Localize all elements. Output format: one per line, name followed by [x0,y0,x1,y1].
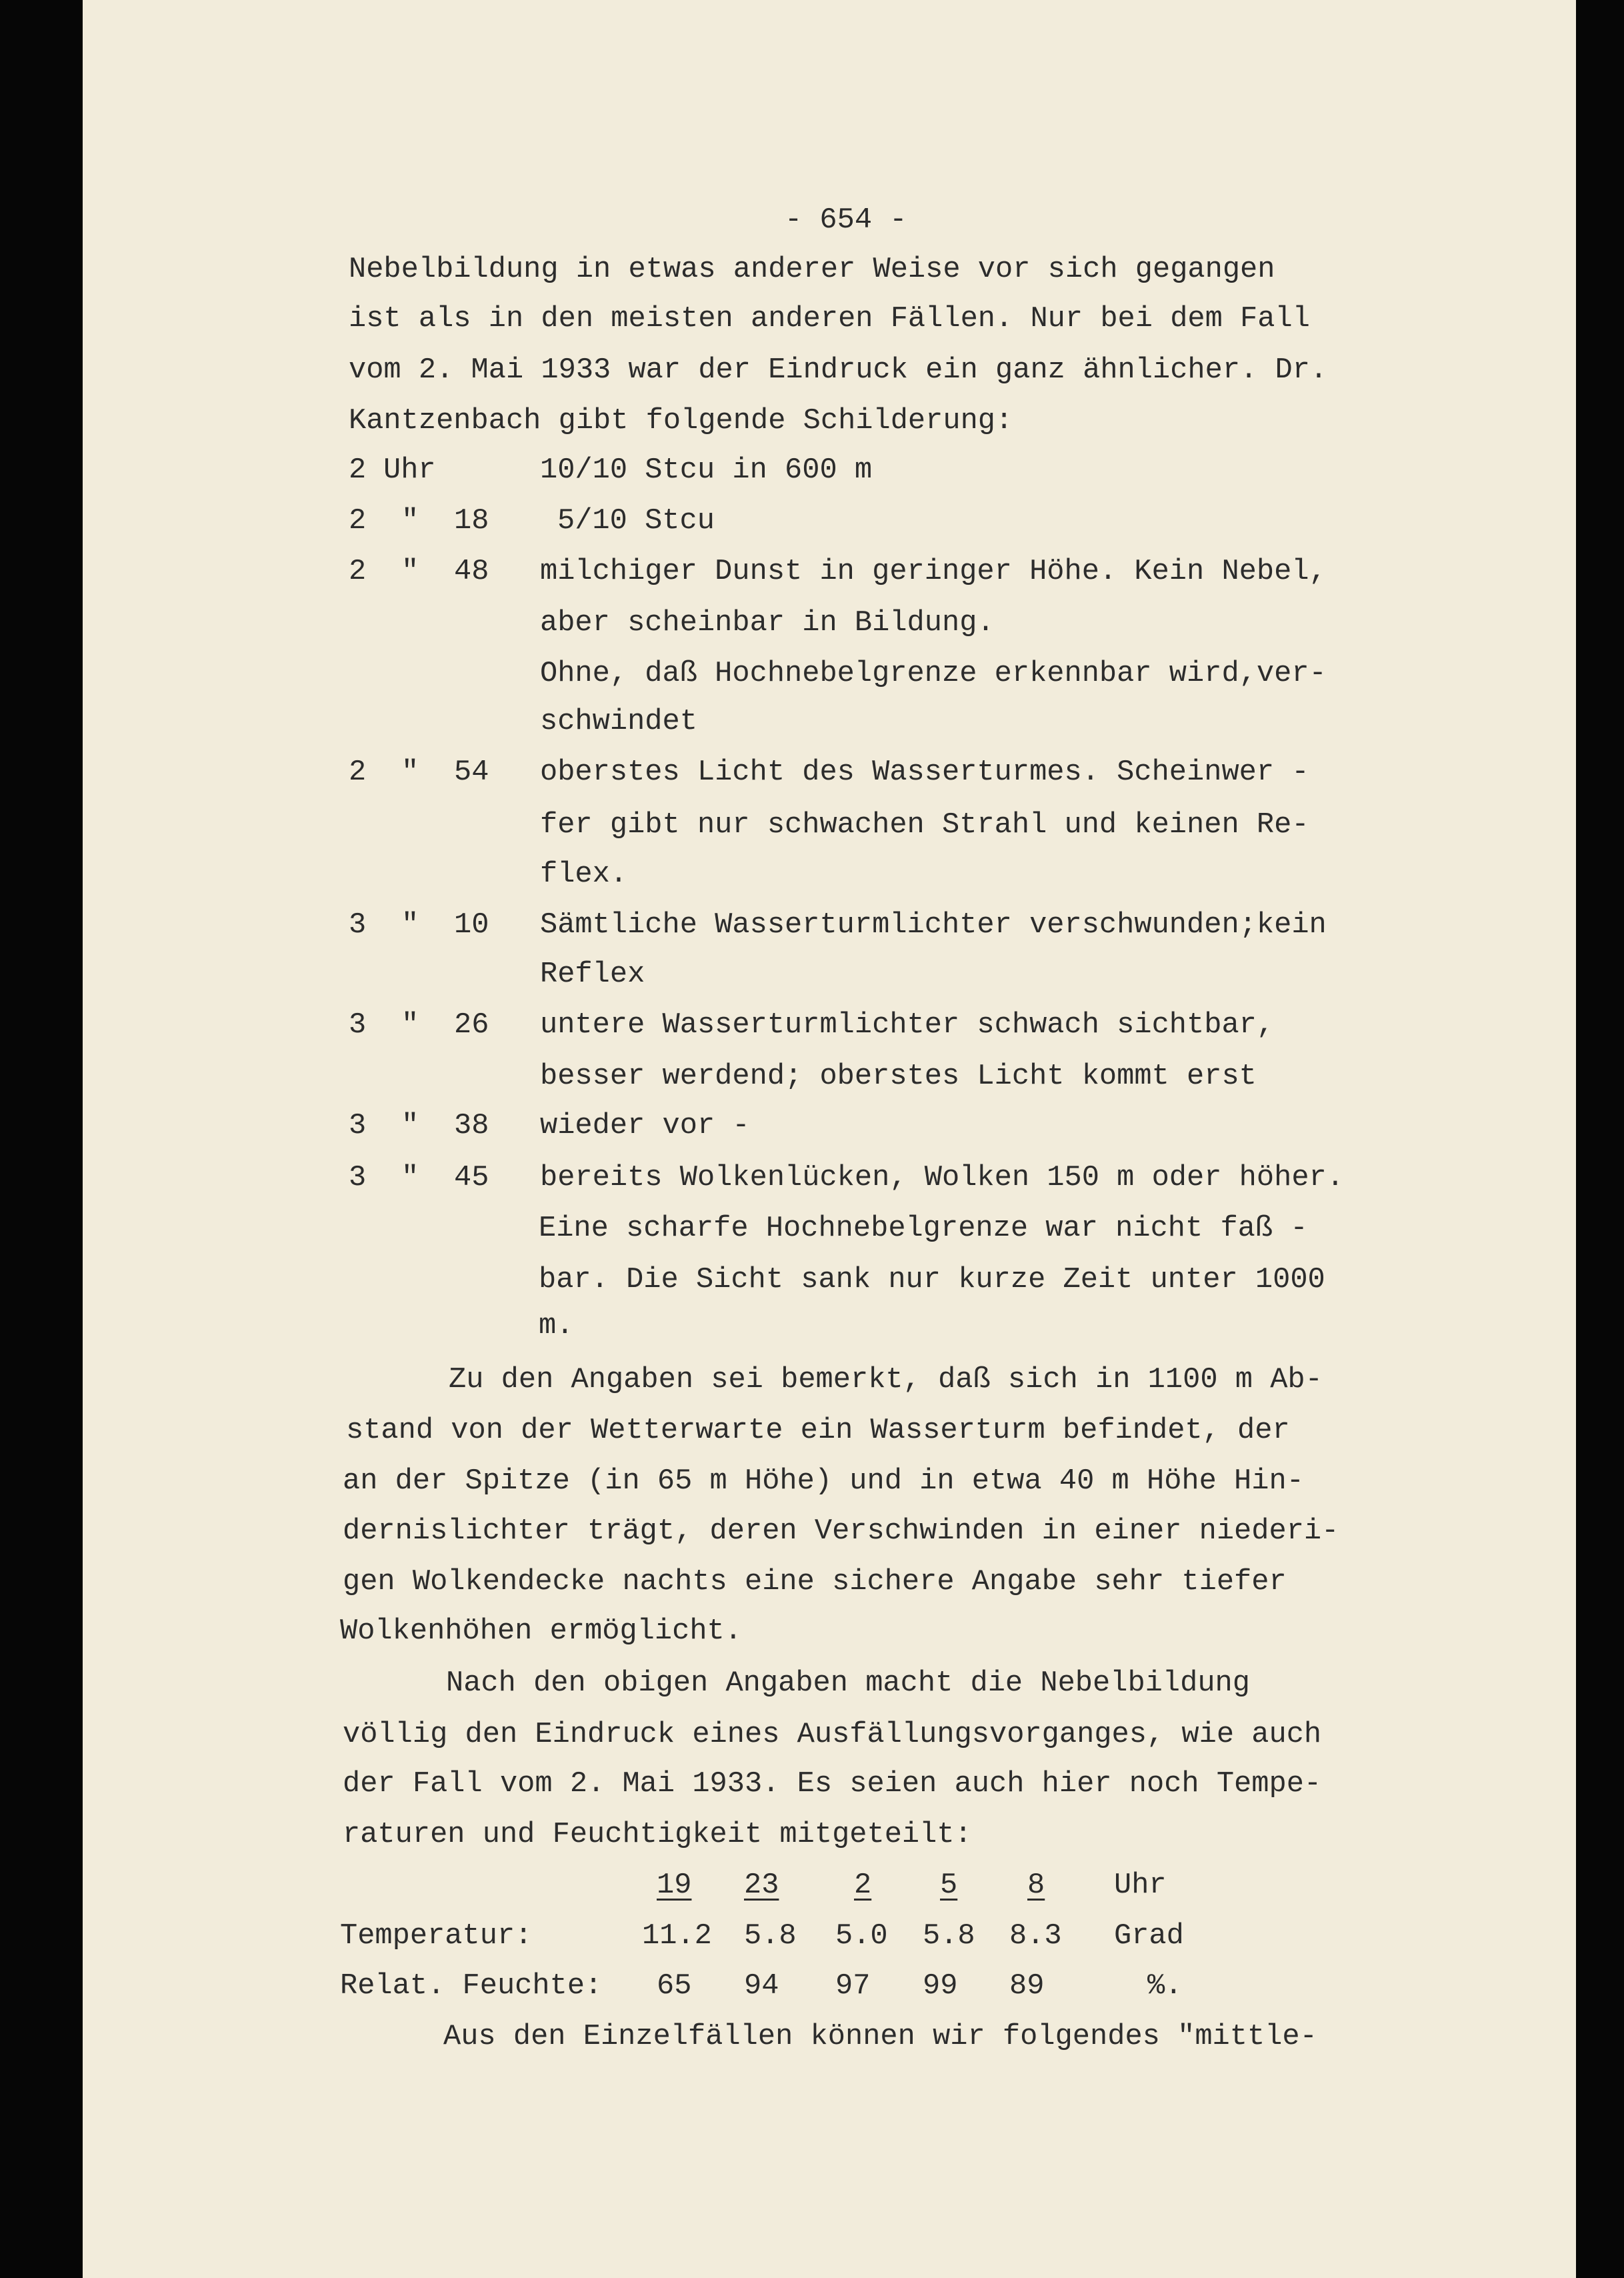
temperature-value: 5.0 [835,1920,888,1953]
ditto-mark: " [401,756,419,789]
hour-unit: Uhr [1114,1869,1167,1902]
observation-hour: 3 [349,1162,367,1194]
hour-header: 5 [940,1869,958,1902]
temperature-value: 11.2 [642,1920,712,1953]
humidity-value: 99 [923,1970,958,2003]
paragraph-line: stand von der Wetterwarte ein Wasserturm befindet, der [346,1414,1290,1447]
paragraph-line: dernislichter trägt, deren Verschwinden in einer niederi- [343,1515,1339,1548]
humidity-value: 97 [835,1970,871,2003]
intro-line: vom 2. Mai 1933 war der Eindruck ein ganz ähnlicher. Dr. [349,354,1328,387]
humidity-value: 65 [657,1970,692,2003]
paragraph-line: der Fall vom 2. Mai 1933. Es seien auch hier noch Tempe- [343,1768,1322,1801]
observation-minute: 54 [454,756,489,789]
observation-text: 10/10 Stcu in 600 m [540,454,873,487]
temperature-value: 8.3 [1009,1920,1062,1953]
paragraph-line: Zu den Angaben sei bemerkt, daß sich in 1100 m Ab- [449,1364,1323,1396]
paragraph-line: an der Spitze (in 65 m Höhe) und in etwa 40 m Höhe Hin- [343,1465,1304,1498]
temperature-label: Temperatur: [340,1920,533,1953]
observation-text: bar. Die Sicht sank nur kurze Zeit unter 1000 [539,1264,1325,1296]
observation-text: milchiger Dunst in geringer Höhe. Kein Nebel, [540,555,1327,588]
observation-hour: 2 [349,555,367,588]
intro-line: Nebelbildung in etwas anderer Weise vor sich gegangen [349,253,1275,286]
typewritten-page [83,0,1576,2278]
observation-minute: 26 [454,1009,489,1042]
observation-text: fer gibt nur schwachen Strahl und keinen Re- [540,809,1309,842]
observation-unit: Uhr [383,454,436,487]
intro-line: ist als in den meisten anderen Fällen. Nur bei dem Fall [349,303,1310,335]
ditto-mark: " [401,505,419,537]
hour-header: 2 [854,1869,872,1902]
observation-text: oberstes Licht des Wasserturmes. Scheinwer - [540,756,1309,789]
observation-text: Sämtliche Wasserturmlichter verschwunden;kein [540,909,1327,942]
hour-header: 23 [744,1869,779,1902]
temperature-unit: Grad [1114,1920,1184,1953]
paragraph-line: raturen und Feuchtigkeit mitgeteilt: [343,1819,972,1851]
ditto-mark: " [401,1009,419,1042]
paragraph-line: Nach den obigen Angaben macht die Nebelbildung [446,1667,1250,1700]
observation-minute: 10 [454,909,489,942]
observation-minute: 48 [454,555,489,588]
observation-hour: 2 [349,756,367,789]
ditto-mark: " [401,555,419,588]
paragraph-line: völlig den Eindruck eines Ausfällungsvorganges, wie auch [343,1719,1322,1751]
page-number: - 654 - [785,204,907,237]
closing-line: Aus den Einzelfällen können wir folgendes "mittle- [443,2021,1317,2053]
observation-text: m. [539,1310,574,1342]
observation-text: Reflex [540,958,645,991]
paragraph-line: Wolkenhöhen ermöglicht. [340,1615,742,1648]
observation-hour: 3 [349,1009,367,1042]
observation-minute: 38 [454,1110,489,1142]
paragraph-line: gen Wolkendecke nachts eine sichere Angabe sehr tiefer [343,1566,1287,1598]
observation-text: schwindet [540,706,697,738]
observation-text: untere Wasserturmlichter schwach sichtbar, [540,1009,1275,1042]
observation-text: Ohne, daß Hochnebelgrenze erkennbar wird,ver- [540,658,1327,690]
humidity-label: Relat. Feuchte: [340,1970,603,2003]
humidity-value: 89 [1009,1970,1045,2003]
observation-hour: 2 [349,454,367,487]
observation-text: aber scheinbar in Bildung. [540,607,995,640]
observation-text: besser werdend; oberstes Licht kommt erst [540,1060,1257,1093]
observation-text: Eine scharfe Hochnebelgrenze war nicht faß - [539,1212,1308,1245]
observation-text: bereits Wolkenlücken, Wolken 150 m oder höher. [540,1162,1344,1194]
observation-text: wieder vor - [540,1110,750,1142]
observation-text: 5/10 Stcu [557,505,715,537]
observation-hour: 3 [349,1110,367,1142]
observation-minute: 18 [454,505,489,537]
temperature-value: 5.8 [923,1920,975,1953]
hour-header: 19 [657,1869,692,1902]
observation-hour: 2 [349,505,367,537]
observation-text: flex. [540,858,628,891]
humidity-value: 94 [744,1970,779,2003]
ditto-mark: " [401,909,419,942]
ditto-mark: " [401,1162,419,1194]
intro-line: Kantzenbach gibt folgende Schilderung: [349,405,1013,437]
humidity-unit: %. [1147,1970,1183,2003]
temperature-value: 5.8 [744,1920,797,1953]
hour-header: 8 [1027,1869,1045,1902]
observation-minute: 45 [454,1162,489,1194]
ditto-mark: " [401,1110,419,1142]
observation-hour: 3 [349,909,367,942]
